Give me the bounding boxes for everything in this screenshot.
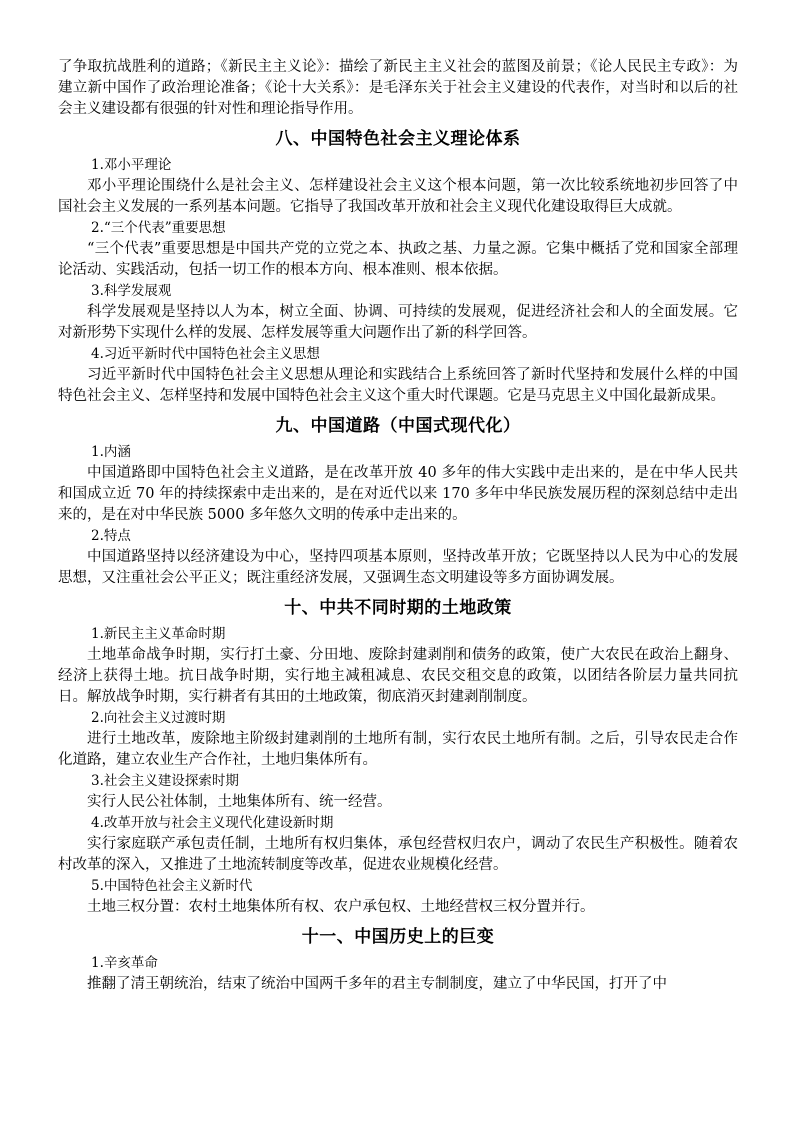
item-heading: 2.向社会主义过渡时期 — [91, 710, 226, 726]
item-heading: 4.改革开放与社会主义现代化建设新时期 — [91, 815, 334, 831]
item-heading: 2.特点 — [91, 528, 131, 544]
item-text: 实行家庭联产承包责任制，土地所有权归集体，承包经营权归农户，调动了农民生产积极性。随着农村改革的深入，又推进了土地流转制度等改革，促进农业规模化经营。 — [58, 836, 738, 873]
section-land-policy — [58, 595, 738, 918]
item-text: “三个代表”重要思想是中国共产党的立党之本、执政之基、力量之源。它集中概括了党和国家全部理论活动、实践活动，包括一切工作的根本方向、根本准则、根本依据。 — [58, 241, 738, 278]
item-heading: 5.中国特色社会主义新时代 — [91, 878, 253, 894]
item-heading: 1.内涵 — [91, 444, 131, 460]
intro-paragraph: 了争取抗战胜利的道路；《新民主主义论》：描绘了新民主主义社会的蓝图及前景；《论人民民主专政》：为建立新中国作了政治理论准备；《论十大关系》：是毛泽东关于社会主义建设的代表作，对当时和以后的社会主义建设都有很强的针对性和理论指导作用。 — [58, 59, 738, 117]
section-title: 十、中共不同时期的土地政策 — [284, 598, 512, 618]
item-heading: 3.科学发展观 — [91, 283, 172, 299]
section-title: 九、中国道路（中国式现代化） — [275, 416, 521, 436]
item-heading: 1.新民主主义革命时期 — [91, 626, 226, 642]
item-heading: 1.辛亥革命 — [91, 955, 158, 971]
item-text: 土地三权分置：农村土地集体所有权、农户承包权、土地经营权三权分置并行。 — [87, 899, 595, 915]
section-historic-changes — [58, 924, 738, 995]
section-chinese-path — [58, 413, 738, 589]
item-heading: 4.习近平新时代中国特色社会主义思想 — [91, 346, 320, 362]
section-theory-system — [58, 126, 738, 407]
item-text: 习近平新时代中国特色社会主义思想从理论和实践结合上系统回答了新时代坚持和发展什么样的中国特色社会主义、怎样坚持和发展中国特色社会主义这个重大时代课题。它是马克思主义中国化最新成果。 — [58, 367, 738, 404]
section-title: 八、中国特色社会主义理论体系 — [275, 129, 521, 149]
item-text: 科学发展观是坚持以人为本，树立全面、协调、可持续的发展观，促进经济社会和人的全面发展。它对新形势下实现什么样的发展、怎样发展等重大问题作出了新的科学回答。 — [58, 304, 738, 341]
item-text: 实行人民公社体制，土地集体所有、统一经营。 — [87, 794, 392, 810]
section-title: 十一、中国历史上的巨变 — [301, 927, 495, 947]
item-text: 中国道路即中国特色社会主义道路，是在改革开放 40 多年的伟大实践中走出来的，是在中华人民共和国成立近 70 年的持续探索中走出来的，是在对近代以来 170 多年中华民族发展历程的深刻总结中走出来的，是在对中华民族 5000 多年悠久文明的传承中走出来的。 — [58, 465, 738, 523]
item-heading: 3.社会主义建设探索时期 — [91, 773, 239, 789]
item-text: 推翻了清王朝统治，结束了统治中国两千多年的君主专制制度，建立了中华民国，打开了中 — [87, 976, 667, 992]
item-heading: 2.“三个代表”重要思想 — [91, 220, 226, 236]
item-text: 进行土地改革，废除地主阶级封建剥削的土地所有制，实行农民土地所有制。之后，引导农民走合作化道路，建立农业生产合作社，土地归集体所有。 — [58, 731, 738, 768]
item-text: 土地革命战争时期，实行打土豪、分田地、废除封建剥削和债务的政策，使广大农民在政治上翻身、经济上获得土地。抗日战争时期，实行地主减租减息、农民交租交息的政策，以团结各阶层力量共同抗日。解放战争时期，实行耕者有其田的土地政策，彻底消灭封建剥削制度。 — [58, 647, 738, 705]
item-text: 邓小平理论围绕什么是社会主义、怎样建设社会主义这个根本问题，第一次比较系统地初步回答了中国社会主义发展的一系列基本问题。它指导了我国改革开放和社会主义现代化建设取得巨大成就。 — [58, 178, 738, 215]
item-heading: 1.邓小平理论 — [91, 157, 172, 173]
item-text: 中国道路坚持以经济建设为中心，坚持四项基本原则，坚持改革开放；它既坚持以人民为中心的发展思想，又注重社会公平正义；既注重经济发展，又强调生态文明建设等多方面协调发展。 — [58, 549, 738, 586]
